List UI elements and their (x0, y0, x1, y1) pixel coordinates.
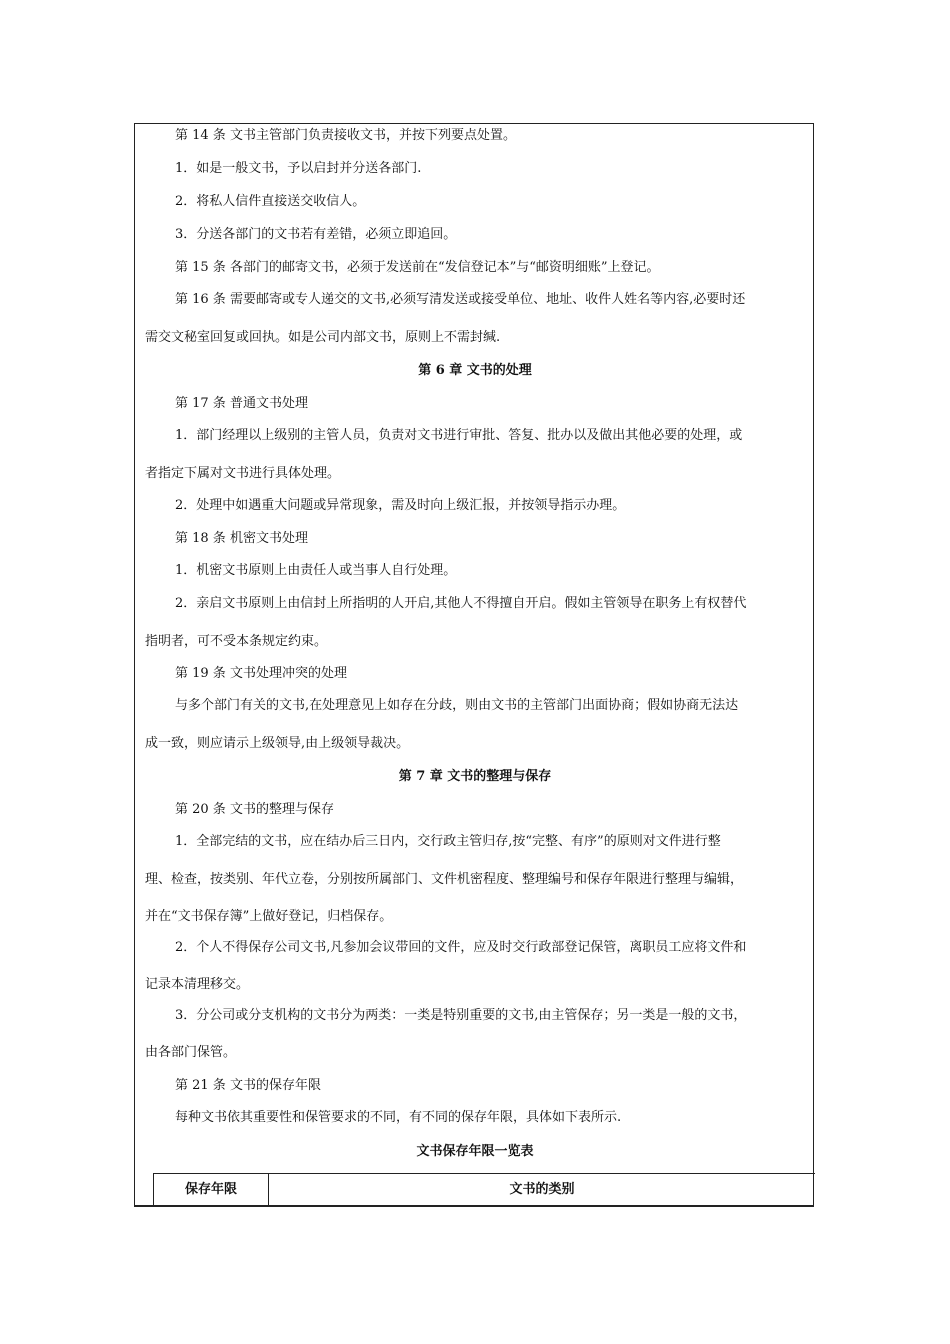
paragraph: 3．分公司或分支机构的文书分为两类：一类是特别重要的文书,由主管保存；另一类是一般的文书， (175, 1008, 747, 1023)
paragraph: 需交文秘室回复或回执。如是公司内部文书，原则上不需封缄. (145, 330, 501, 345)
paragraph: 每种文书依其重要性和保管要求的不同，有不同的保存年限，具体如下表所示. (175, 1110, 622, 1125)
retention-table (153, 1173, 815, 1207)
table-header-document-category: 文书的类别 (509, 1182, 575, 1197)
paragraph: 记录本清理移交。 (145, 977, 250, 992)
paragraph: 理、检查，按类别、年代立卷，分别按所属部门、文件机密程度、整理编号和保存年限进行整理与编辑， (145, 872, 744, 887)
table-caption: 文书保存年限一览表 (416, 1144, 534, 1159)
paragraph: 成一致，则应请示上级领导,由上级领导裁决。 (145, 736, 410, 751)
paragraph: 者指定下属对文书进行具体处理。 (145, 466, 341, 481)
paragraph: 第 16 条 需要邮寄或专人递交的文书,必须写清发送或接受单位、地址、收件人姓名等内容,必要时还 (175, 292, 746, 307)
paragraph: 1．机密文书原则上由责任人或当事人自行处理。 (175, 563, 457, 578)
paragraph: 1．如是一般文书，予以启封并分送各部门. (175, 161, 422, 176)
chapter-heading: 第 6 章 文书的处理 (418, 363, 532, 378)
paragraph: 第 21 条 文书的保存年限 (175, 1078, 321, 1093)
paragraph: 第 20 条 文书的整理与保存 (175, 802, 334, 817)
paragraph: 第 14 条 文书主管部门负责接收文书，并按下列要点处置。 (175, 128, 516, 143)
paragraph: 1．全部完结的文书，应在结办后三日内，交行政主管归存,按“完整、有序”的原则对文件进行整 (175, 834, 721, 849)
paragraph: 第 15 条 各部门的邮寄文书，必须于发送前在“发信登记本”与“邮资明细账”上登记。 (175, 260, 660, 275)
paragraph: 2．将私人信件直接送交收信人。 (175, 194, 366, 209)
document-frame (134, 123, 814, 1207)
paragraph: 第 18 条 机密文书处理 (175, 531, 308, 546)
paragraph: 2．处理中如遇重大问题或异常现象，需及时向上级汇报，并按领导指示办理。 (175, 498, 626, 513)
paragraph: 指明者，可不受本条规定约束。 (145, 634, 328, 649)
paragraph: 与多个部门有关的文书,在处理意见上如存在分歧，则由文书的主管部门出面协商；假如协商无法达 (175, 698, 739, 713)
table-header-retention-period: 保存年限 (154, 1174, 269, 1207)
paragraph: 并在“文书保存簿”上做好登记，归档保存。 (145, 909, 393, 924)
paragraph: 2．亲启文书原则上由信封上所指明的人开启,其他人不得擅自开启。假如主管领导在职务上有权替代 (175, 596, 747, 611)
chapter-heading: 第 7 章 文书的整理与保存 (398, 769, 552, 784)
paragraph: 由各部门保管。 (145, 1045, 237, 1060)
paragraph: 2．个人不得保存公司文书,凡参加会议带回的文件，应及时交行政部登记保管，离职员工应将文件和 (175, 940, 747, 955)
paragraph: 3．分送各部门的文书若有差错，必须立即追回。 (175, 227, 457, 242)
paragraph: 第 17 条 普通文书处理 (175, 396, 308, 411)
paragraph: 第 19 条 文书处理冲突的处理 (175, 666, 347, 681)
paragraph: 1．部门经理以上级别的主管人员，负责对文书进行审批、答复、批办以及做出其他必要的处理，或 (175, 428, 743, 443)
